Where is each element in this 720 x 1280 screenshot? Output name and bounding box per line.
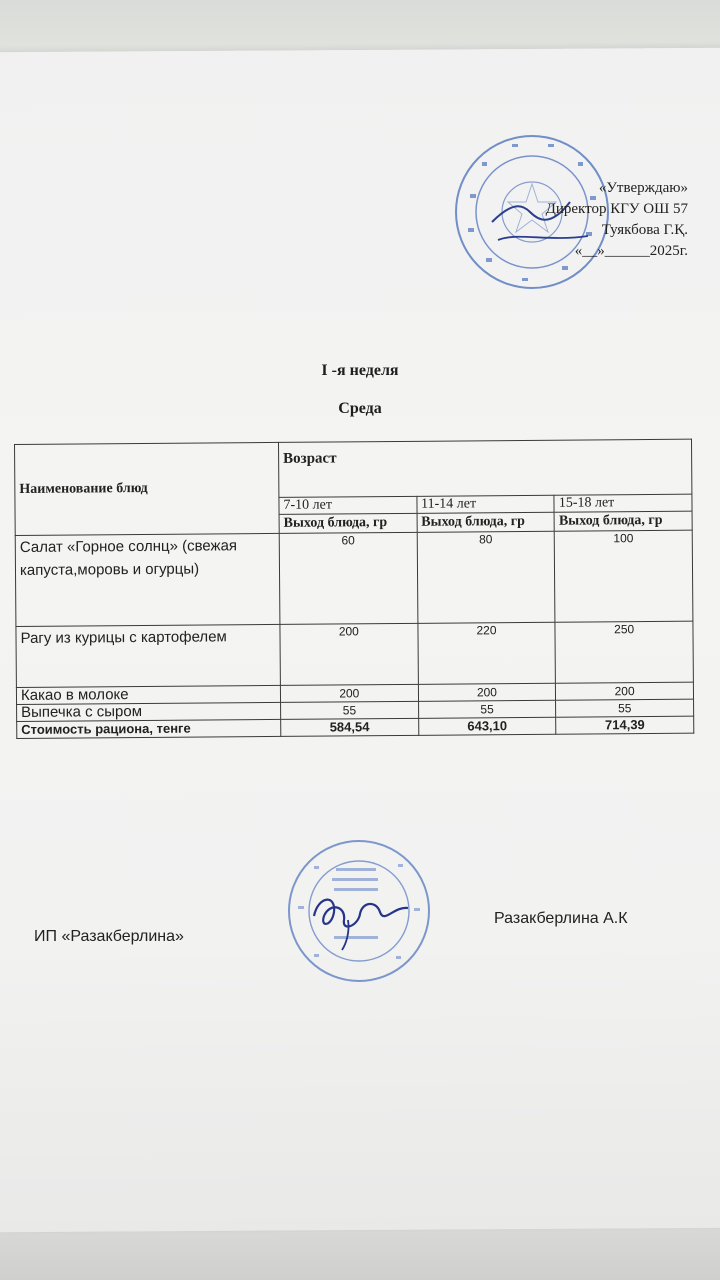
dish-name: Салат «Горное солнц» (свежая капуста,моровь и огурцы): [15, 533, 280, 626]
portion-value: 200: [418, 683, 556, 701]
output-header-2: Выход блюда, гр: [417, 512, 555, 532]
signatory-name: Разакберлина А.К: [494, 910, 628, 927]
dish-name: Какао в молоке: [16, 685, 280, 704]
approval-block: [468, 178, 688, 262]
approval-title: «Утверждаю»: [598, 180, 688, 196]
age-group-2: 11-14 лет: [417, 495, 555, 513]
column-header-dish: Наименование блюд: [15, 442, 280, 535]
portion-value: 200: [556, 682, 694, 700]
table-row: [16, 621, 693, 687]
approval-date: «__»______2025г.: [574, 243, 688, 259]
portion-value: 60: [279, 532, 417, 624]
portion-value: 55: [281, 701, 419, 719]
table-row: [15, 530, 693, 626]
portion-value: 200: [280, 623, 418, 685]
total-value: 643,10: [418, 717, 556, 735]
portion-value: 220: [418, 622, 556, 684]
supplier-name: ИП «Разакберлина»: [34, 928, 184, 945]
portion-value: 55: [556, 699, 694, 717]
age-group-1: 7-10 лет: [279, 496, 417, 514]
portion-value: 100: [555, 530, 693, 622]
portion-value: 250: [555, 621, 693, 683]
total-value: 584,54: [281, 718, 419, 736]
portion-value: 80: [417, 531, 555, 623]
column-header-age: Возраст: [278, 439, 691, 497]
approval-position: Директор КГУ ОШ 57: [545, 201, 688, 217]
total-value: 714,39: [556, 716, 694, 734]
portion-value: 55: [418, 700, 556, 718]
week-heading: I -я неделя: [321, 362, 399, 379]
dish-name: Выпечка с сыром: [17, 702, 281, 721]
approval-person: Туякбова Г.Қ.: [601, 222, 688, 238]
supplier-seal-stamp: [284, 836, 434, 986]
dish-name: Рагу из курицы с картофелем: [16, 624, 280, 687]
total-label: Стоимость рациона, тенге: [17, 719, 281, 738]
menu-table: [14, 439, 694, 739]
output-header-1: Выход блюда, гр: [279, 513, 417, 533]
age-group-3: 15-18 лет: [554, 494, 692, 512]
table-header-row: [15, 439, 692, 499]
day-heading: Среда: [338, 400, 382, 417]
portion-value: 200: [280, 684, 418, 702]
output-header-3: Выход блюда, гр: [554, 511, 692, 531]
